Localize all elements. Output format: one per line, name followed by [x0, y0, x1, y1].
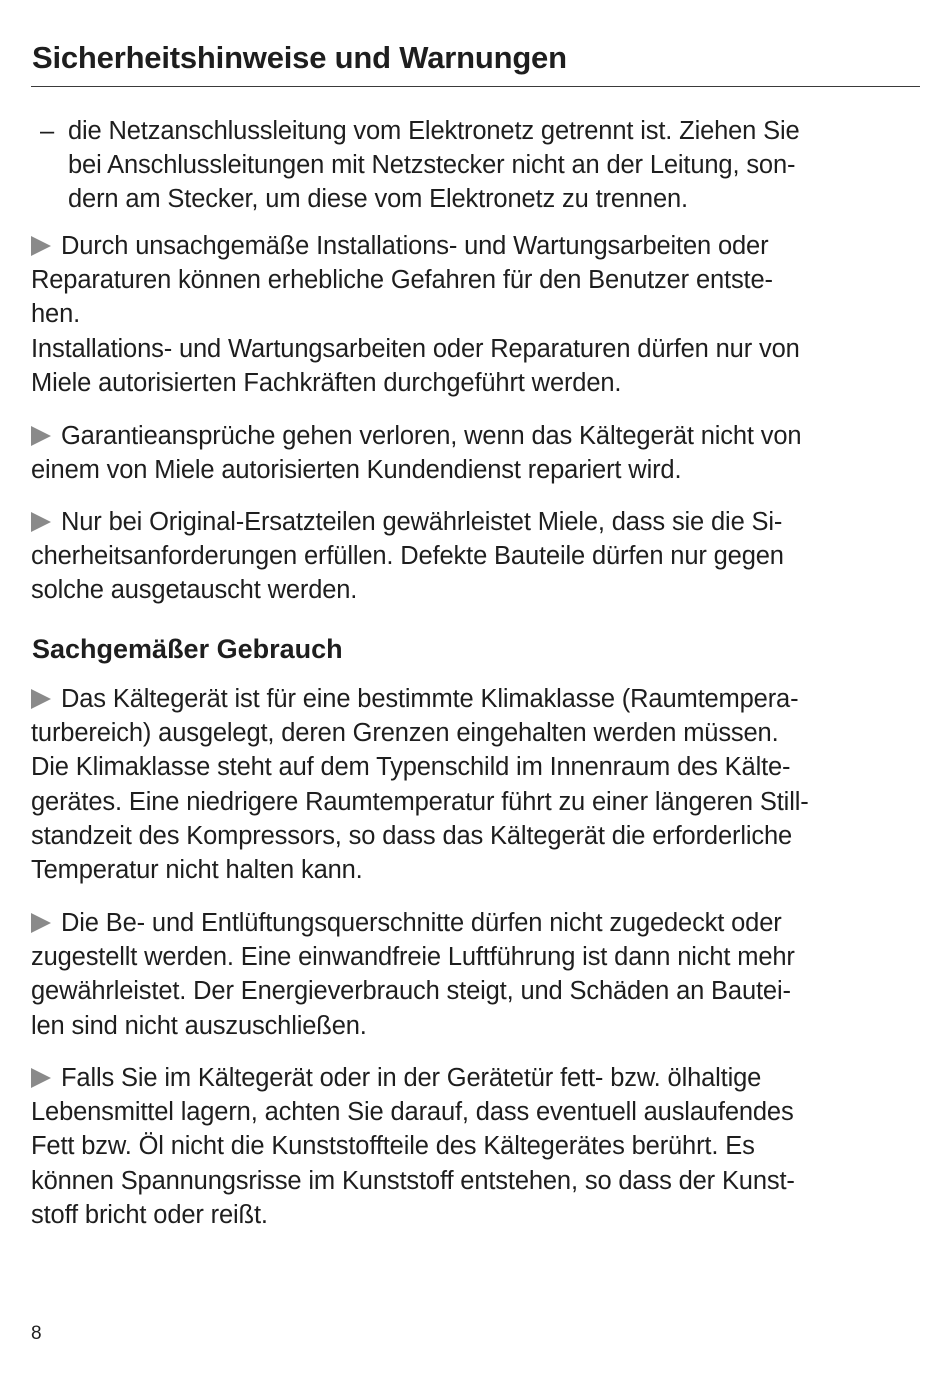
text-line: Das Kältegerät ist für eine bestimmte Klimaklasse (Raumtempera-	[61, 685, 799, 713]
triangle-right-icon	[31, 689, 51, 709]
text-line: stoff bricht oder reißt.	[31, 1200, 268, 1229]
page-title: Sicherheitshinweise und Warnungen	[32, 40, 567, 75]
text-line: Installations- und Wartungsarbeiten oder Reparaturen dürfen nur von	[31, 334, 800, 363]
page-number: 8	[31, 1323, 42, 1344]
text-line: Miele autorisierten Fachkräften durchgeführt werden.	[31, 368, 622, 397]
text-line: standzeit des Kompressors, so dass das Kältegerät die erforderliche	[31, 821, 793, 850]
text-line: solche ausgetauscht werden.	[31, 576, 358, 605]
warning-paragraph	[31, 229, 920, 400]
text-line: Durch unsachgemäße Installations- und Wartungsarbeiten oder	[61, 232, 769, 260]
text-line: zugestellt werden. Eine einwandfreie Luftführung ist dann nicht mehr	[31, 943, 795, 972]
text-line: Reparaturen können erhebliche Gefahren für den Benutzer entste-	[31, 266, 773, 295]
section-heading: Sachgemäßer Gebrauch	[32, 634, 343, 664]
warning-paragraph	[31, 419, 920, 487]
text-line: einem von Miele autorisierten Kundendienst repariert wird.	[31, 456, 682, 485]
triangle-right-icon	[31, 1068, 51, 1088]
warning-paragraph	[31, 682, 920, 887]
text-line: cherheitsanforderungen erfüllen. Defekte Bauteile dürfen nur gegen	[31, 542, 784, 571]
warning-paragraph	[31, 906, 920, 1043]
title-divider	[31, 86, 920, 87]
text-line: die Netzanschlussleitung vom Elektronetz getrennt ist. Ziehen Sie	[68, 117, 800, 145]
text-line: Lebensmittel lagern, achten Sie darauf, dass eventuell auslaufendes	[31, 1098, 794, 1127]
text-line: Falls Sie im Kältegerät oder in der Gerätetür fett- bzw. ölhaltige	[61, 1064, 762, 1092]
text-line: len sind nicht auszuschließen.	[31, 1011, 367, 1040]
text-line: bei Anschlussleitungen mit Netzstecker nicht an der Leitung, son-	[68, 151, 796, 180]
dash-item-text	[68, 114, 800, 217]
triangle-right-icon	[31, 426, 51, 446]
text-line: turbereich) ausgelegt, deren Grenzen eingehalten werden müssen.	[31, 719, 779, 748]
text-line: Die Be- und Entlüftungsquerschnitte dürfen nicht zugedeckt oder	[61, 909, 782, 937]
triangle-right-icon	[31, 913, 51, 933]
text-line: gerätes. Eine niedrigere Raumtemperatur führt zu einer längeren Still-	[31, 787, 809, 816]
text-line: Nur bei Original-Ersatzteilen gewährleistet Miele, dass sie die Si-	[61, 508, 783, 536]
text-line: Fett bzw. Öl nicht die Kunststoffteile des Kältegerätes berührt. Es	[31, 1132, 755, 1161]
text-line: können Spannungsrisse im Kunststoff entstehen, so dass der Kunst-	[31, 1166, 795, 1195]
text-line: hen.	[31, 300, 81, 329]
text-line: Die Klimaklasse steht auf dem Typenschild im Innenraum des Kälte-	[31, 753, 791, 782]
warning-paragraph	[31, 505, 920, 608]
text-line: Garantieansprüche gehen verloren, wenn das Kältegerät nicht von	[61, 422, 802, 450]
triangle-right-icon	[31, 236, 51, 256]
document-page	[31, 0, 920, 1374]
text-line: gewährleistet. Der Energieverbrauch steigt, und Schäden an Bautei-	[31, 977, 791, 1006]
triangle-right-icon	[31, 512, 51, 532]
text-line: Temperatur nicht halten kann.	[31, 856, 363, 885]
text-line: dern am Stecker, um diese vom Elektronetz zu trennen.	[68, 185, 688, 214]
dash-marker: –	[40, 117, 55, 145]
warning-paragraph	[31, 1061, 920, 1232]
